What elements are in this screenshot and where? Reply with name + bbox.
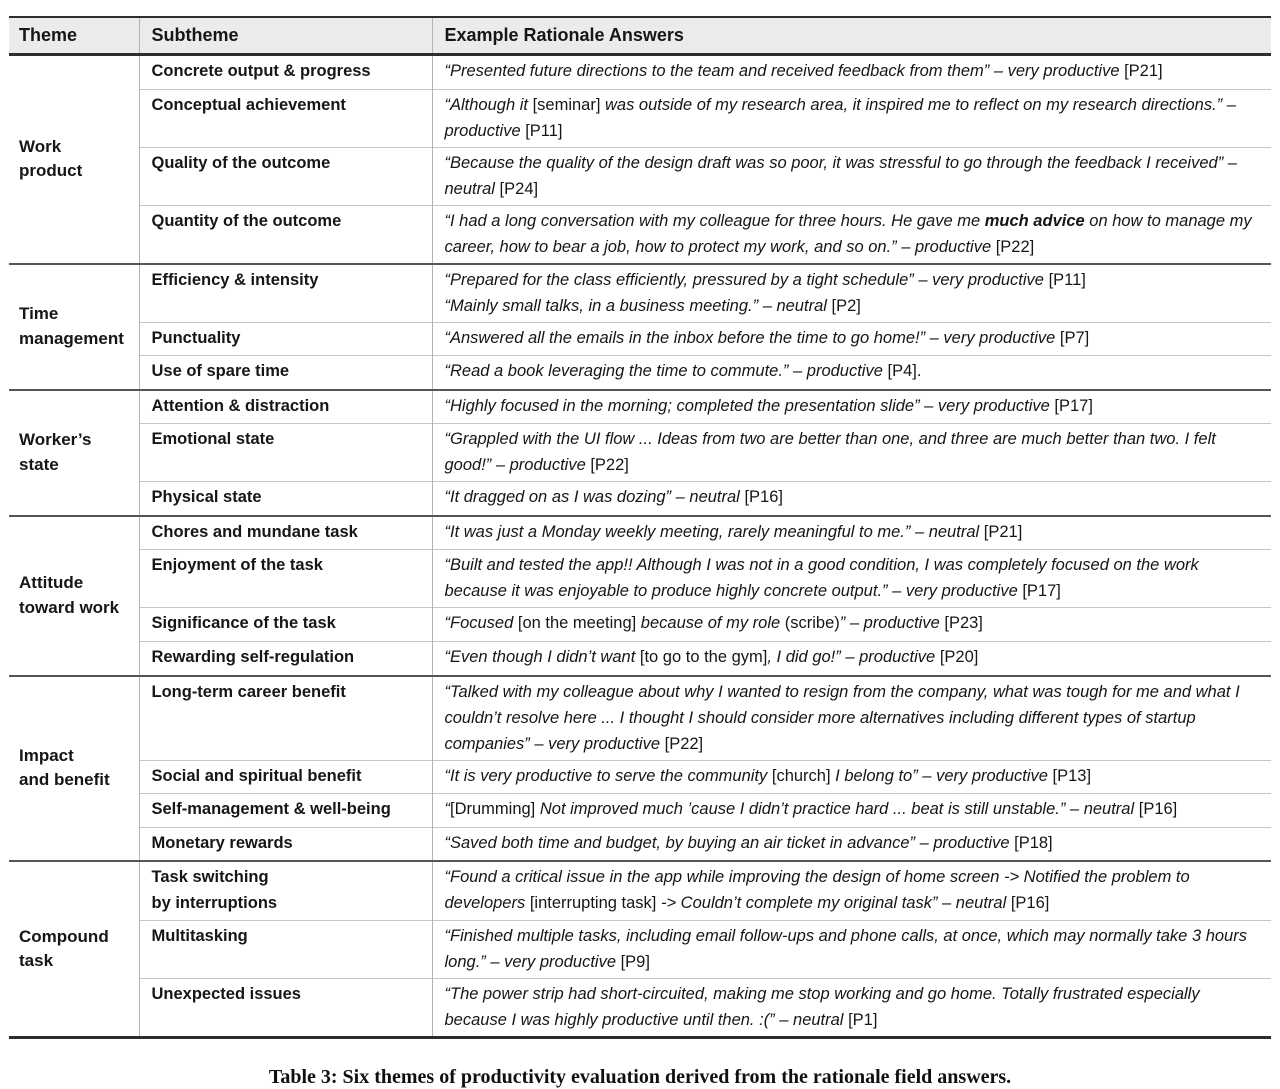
subtheme-cell: Unexpected issues [139, 979, 432, 1038]
answer-paragraph: “Finished multiple tasks, including email follow-ups and phone calls, at once, which may normally take 3 hours long.” – very productive [P9] [444, 927, 1247, 972]
answer-cell [432, 516, 1271, 550]
answer-cell [432, 921, 1271, 979]
theme-group [9, 516, 1271, 676]
table-row [9, 55, 1271, 90]
table-row [9, 356, 1271, 390]
answer-cell [432, 89, 1271, 147]
table-row [9, 482, 1271, 516]
answer-cell [432, 482, 1271, 516]
subtheme-cell: Multitasking [139, 921, 432, 979]
column-header-theme: Theme [9, 17, 139, 55]
answer-paragraph: “Although it [seminar] was outside of my research area, it inspired me to reflect on my research directions.” – productive [P11] [444, 95, 1236, 140]
answer-paragraph: “I had a long conversation with my colleague for three hours. He gave me much advice on how to manage my career, how to bear a job, how to protect my work, and so on.” – productive [P22] [444, 211, 1252, 256]
table-row [9, 921, 1271, 979]
subtheme-cell: Task switching by interruptions [139, 861, 432, 921]
theme-cell: Attitude toward work [9, 516, 139, 676]
theme-cell: Work product [9, 55, 139, 264]
answer-paragraph: “Prepared for the class efficiently, pressured by a tight schedule” – very productive [P11] [444, 270, 1086, 289]
table-row [9, 390, 1271, 424]
table-row [9, 979, 1271, 1038]
answer-cell [432, 979, 1271, 1038]
column-header-subtheme: Subtheme [139, 17, 432, 55]
answer-paragraph: “Because the quality of the design draft was so poor, it was stressful to go through the feedback I received” – neutral [P24] [444, 153, 1237, 198]
answer-paragraph: “Built and tested the app!! Although I was not in a good condition, I was completely focused on the work because it was enjoyable to produce highly concrete output.” – very productive [P17] [444, 556, 1199, 601]
table-row [9, 827, 1271, 861]
subtheme-cell: Attention & distraction [139, 390, 432, 424]
table-row [9, 550, 1271, 608]
answer-paragraph: “Presented future directions to the team and received feedback from them” – very productive [P21] [444, 62, 1163, 80]
table-row [9, 264, 1271, 323]
answer-cell [432, 827, 1271, 861]
table-row [9, 676, 1271, 761]
answer-cell [432, 641, 1271, 675]
theme-cell: Compound task [9, 861, 139, 1038]
answer-paragraph: “The power strip had short-circuited, making me stop working and go home. Totally frustrated especially because I was highly productive until then. :(” – neutral [P1] [444, 985, 1200, 1030]
subtheme-cell: Chores and mundane task [139, 516, 432, 550]
subtheme-cell: Punctuality [139, 322, 432, 356]
answer-cell [432, 264, 1271, 323]
subtheme-cell: Monetary rewards [139, 827, 432, 861]
answer-paragraph: “[Drumming] Not improved much ’cause I didn’t practice hard ... beat is still unstable.” – neutral [P16] [444, 800, 1178, 819]
answer-cell [432, 760, 1271, 794]
subtheme-cell: Significance of the task [139, 608, 432, 642]
subtheme-cell: Enjoyment of the task [139, 550, 432, 608]
theme-group [9, 390, 1271, 516]
answer-cell [432, 356, 1271, 390]
answer-paragraph: “Found a critical issue in the app while improving the design of home screen -> Notified the problem to developers [interrupting task] -> Couldn’t complete my original task” – neutral [P16] [444, 868, 1190, 913]
table-row [9, 89, 1271, 147]
theme-group [9, 264, 1271, 390]
subtheme-cell: Physical state [139, 482, 432, 516]
table-row [9, 205, 1271, 264]
subtheme-cell: Quantity of the outcome [139, 205, 432, 264]
theme-cell: Worker’s state [9, 390, 139, 516]
answer-cell [432, 550, 1271, 608]
answer-paragraph: “Grappled with the UI flow ... Ideas from two are better than one, and three are much better than two. I felt good!” – productive [P22] [444, 430, 1216, 475]
subtheme-cell: Social and spiritual benefit [139, 760, 432, 794]
table-row [9, 147, 1271, 205]
answer-paragraph: “Highly focused in the morning; completed the presentation slide” – very productive [P17] [444, 396, 1093, 415]
subtheme-cell: Conceptual achievement [139, 89, 432, 147]
answer-paragraph: “Answered all the emails in the inbox before the time to go home!” – very productive [P7] [444, 328, 1090, 347]
subtheme-cell: Long-term career benefit [139, 676, 432, 761]
table-row [9, 322, 1271, 356]
table-caption: Table 3: Six themes of productivity evaluation derived from the rationale field answers. [268, 1066, 1012, 1089]
subtheme-cell: Quality of the outcome [139, 147, 432, 205]
answer-cell [432, 608, 1271, 642]
answer-paragraph: “Mainly small talks, in a business meeting.” – neutral [P2] [444, 296, 861, 315]
answer-paragraph: “Even though I didn’t want [to go to the gym], I did go!” – productive [P20] [444, 647, 979, 666]
answer-cell [432, 322, 1271, 356]
table-row [9, 794, 1271, 828]
answer-cell [432, 861, 1271, 921]
table-header [9, 17, 1271, 55]
header-row [9, 17, 1271, 55]
answer-cell [432, 390, 1271, 424]
answer-cell [432, 55, 1271, 90]
themes-table [9, 16, 1271, 1039]
table-row [9, 424, 1271, 482]
answer-cell [432, 424, 1271, 482]
theme-cell: Impact and benefit [9, 676, 139, 862]
table-row [9, 641, 1271, 675]
answer-paragraph: “It dragged on as I was dozing” – neutral [P16] [444, 488, 783, 507]
answer-cell [432, 205, 1271, 264]
theme-group [9, 861, 1271, 1038]
answer-paragraph: “Talked with my colleague about why I wanted to resign from the company, what was tough for me and what I couldn’t resolve here ... I thought I should consider more alternatives including different types of startup companies” – very productive [P22] [444, 682, 1240, 753]
subtheme-cell: Concrete output & progress [139, 55, 432, 90]
subtheme-cell: Use of spare time [139, 356, 432, 390]
answer-cell [432, 794, 1271, 828]
table-row [9, 861, 1271, 921]
theme-group [9, 676, 1271, 862]
table-row [9, 608, 1271, 642]
column-header-examples: Example Rationale Answers [432, 17, 1271, 55]
subtheme-cell: Self-management & well-being [139, 794, 432, 828]
table-row [9, 516, 1271, 550]
answer-paragraph: “Read a book leveraging the time to commute.” – productive [P4]. [444, 362, 922, 381]
theme-group [9, 55, 1271, 264]
answer-paragraph: “Saved both time and budget, by buying an air ticket in advance” – productive [P18] [444, 833, 1053, 852]
answer-cell [432, 147, 1271, 205]
table-row [9, 760, 1271, 794]
subtheme-cell: Rewarding self-regulation [139, 641, 432, 675]
answer-paragraph: “Focused [on the meeting] because of my role (scribe)” – productive [P23] [444, 614, 983, 633]
answer-paragraph: “It is very productive to serve the community [church] I belong to” – very productive [P13] [444, 766, 1092, 785]
subtheme-cell: Efficiency & intensity [139, 264, 432, 323]
subtheme-cell: Emotional state [139, 424, 432, 482]
theme-cell: Time management [9, 264, 139, 390]
answer-cell [432, 676, 1271, 761]
answer-paragraph: “It was just a Monday weekly meeting, rarely meaningful to me.” – neutral [P21] [444, 522, 1023, 541]
